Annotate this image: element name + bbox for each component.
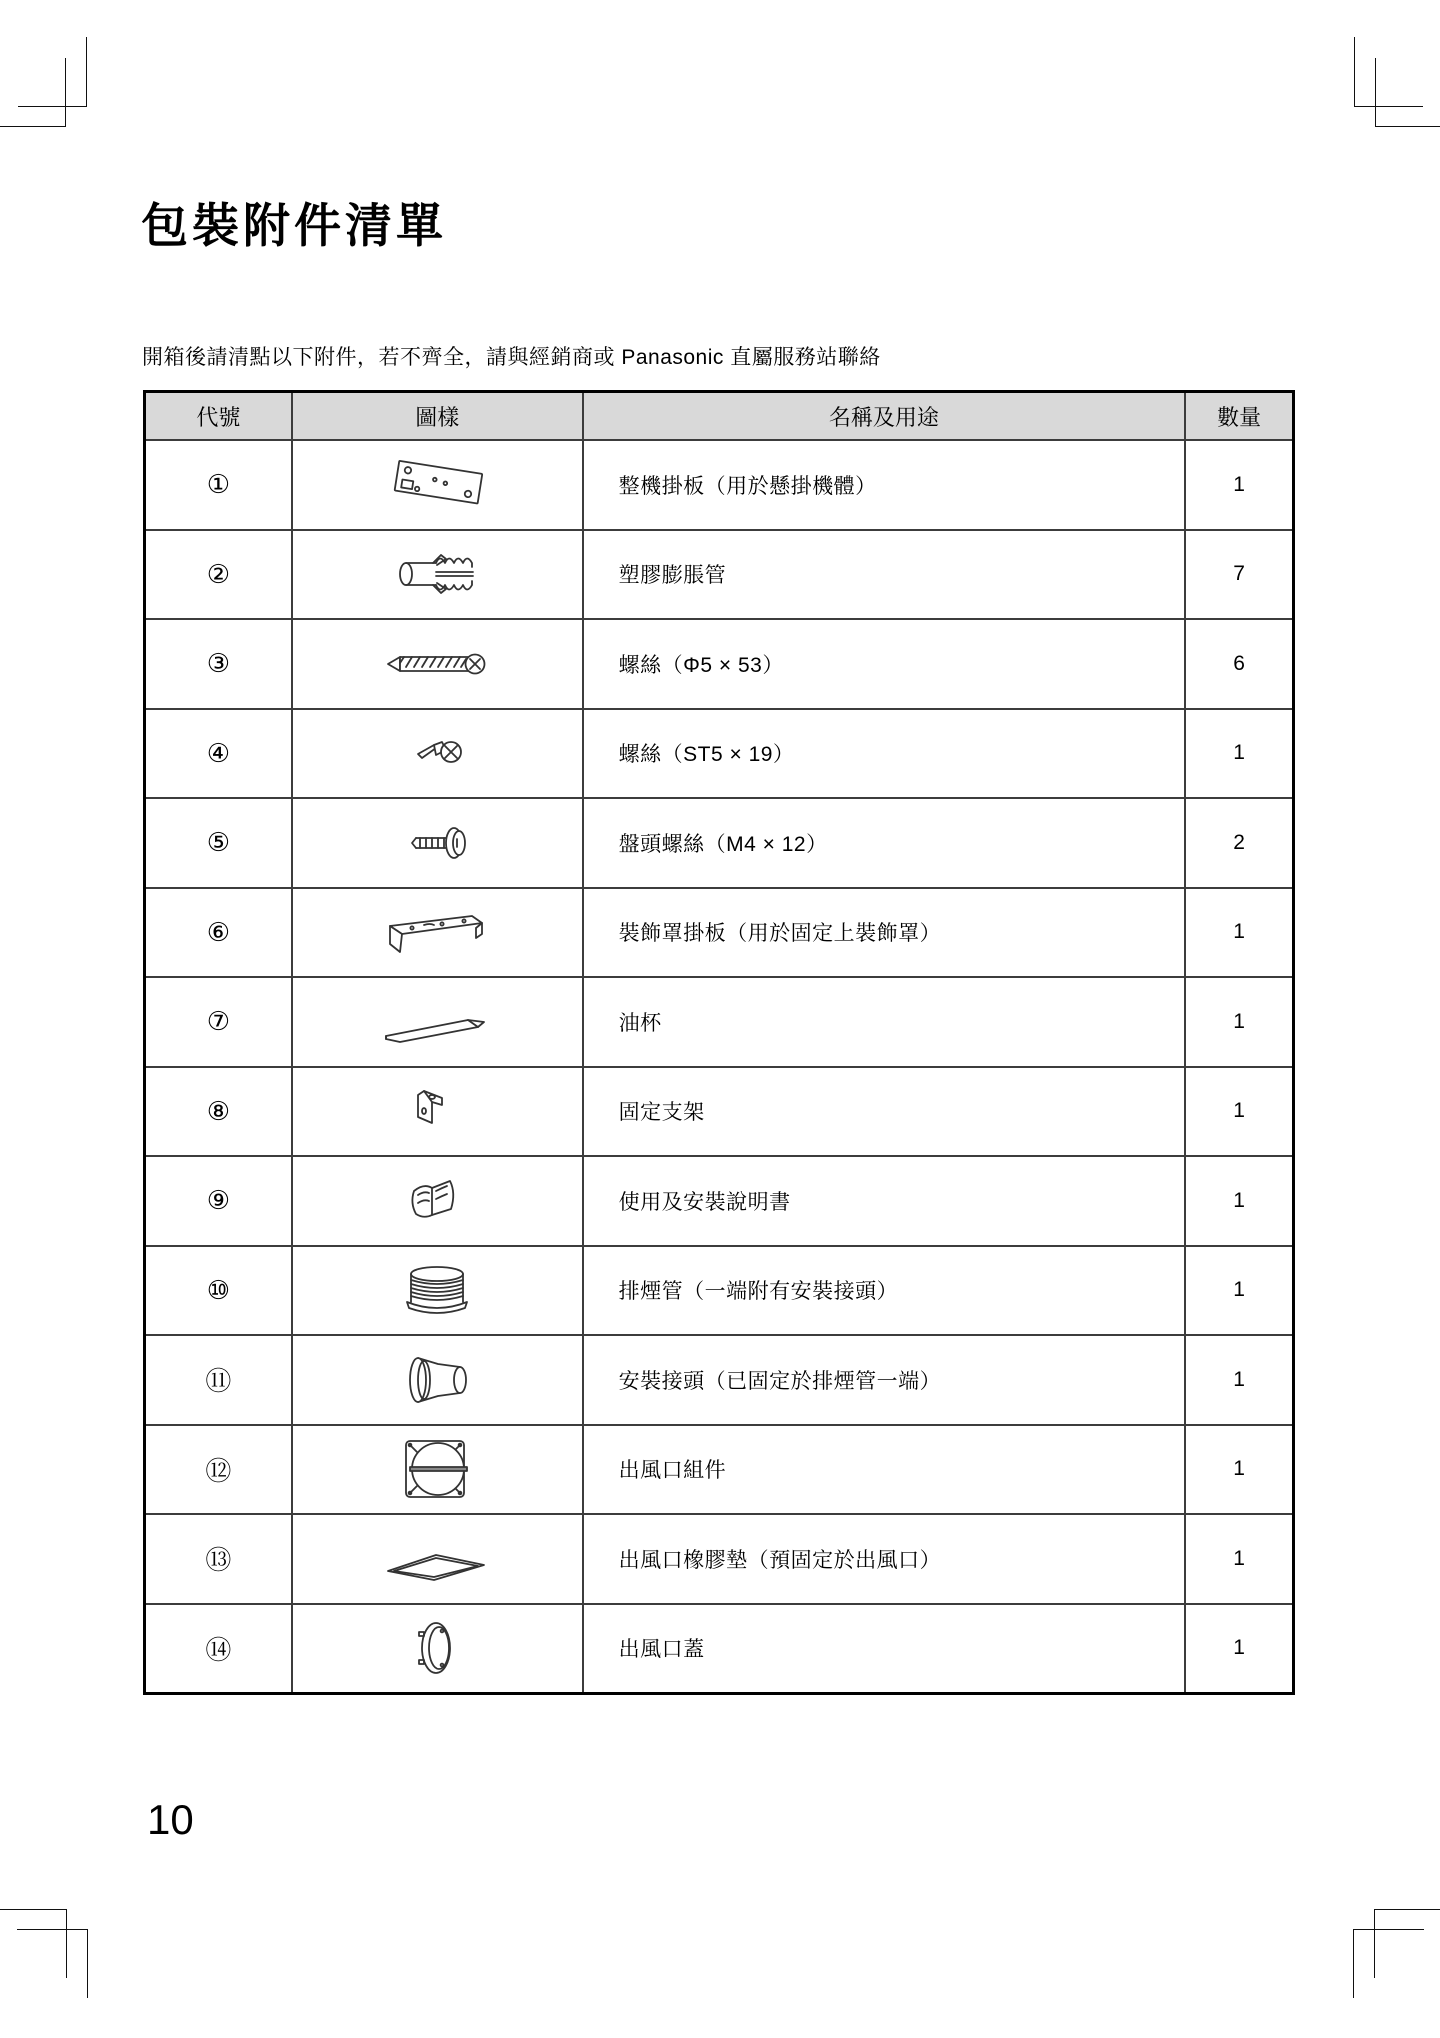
item-code: ④ xyxy=(145,709,292,799)
item-quantity: 1 xyxy=(1185,1067,1293,1157)
item-quantity: 1 xyxy=(1185,709,1293,799)
item-code: ⑫ xyxy=(145,1425,292,1515)
fixing-bracket-icon xyxy=(294,1071,581,1151)
table-row xyxy=(145,1604,1294,1694)
table-row xyxy=(145,1067,1294,1157)
table-row xyxy=(145,798,1294,888)
item-code: ⑪ xyxy=(145,1335,292,1425)
item-code: ⑩ xyxy=(145,1246,292,1336)
item-code: ⑦ xyxy=(145,977,292,1067)
item-name: 出風口組件 xyxy=(583,1425,1186,1515)
crop-mark xyxy=(1374,1909,1440,1978)
item-name: 盤頭螺絲（M4 × 12） xyxy=(583,798,1186,888)
table-row xyxy=(145,977,1294,1067)
item-code: ⑥ xyxy=(145,888,292,978)
air-outlet-assembly-icon xyxy=(294,1429,581,1509)
long-screw-icon xyxy=(294,624,581,704)
item-quantity: 1 xyxy=(1185,1156,1293,1246)
mounting-adapter-icon xyxy=(294,1340,581,1420)
item-name: 固定支架 xyxy=(583,1067,1186,1157)
item-quantity: 1 xyxy=(1185,440,1293,530)
item-code: ⑨ xyxy=(145,1156,292,1246)
item-name: 整機掛板（用於懸掛機體） xyxy=(583,440,1186,530)
cover-mount-plate-icon xyxy=(294,892,581,972)
table-row xyxy=(145,619,1294,709)
short-screw-icon xyxy=(294,713,581,793)
item-quantity: 1 xyxy=(1185,1425,1293,1515)
item-quantity: 1 xyxy=(1185,1514,1293,1604)
item-code: ⑬ xyxy=(145,1514,292,1604)
table-header-row xyxy=(145,392,1294,441)
plastic-anchor-icon xyxy=(294,534,581,614)
item-name: 安裝接頭（已固定於排煙管一端） xyxy=(583,1335,1186,1425)
header-illustration: 圖樣 xyxy=(292,392,583,441)
item-code: ⑧ xyxy=(145,1067,292,1157)
item-code: ⑭ xyxy=(145,1604,292,1694)
item-code: ① xyxy=(145,440,292,530)
item-quantity: 7 xyxy=(1185,530,1293,620)
table-row xyxy=(145,1156,1294,1246)
outlet-rubber-gasket-icon xyxy=(294,1519,581,1599)
header-name-usage: 名稱及用途 xyxy=(583,392,1186,441)
item-name: 螺絲（Φ5 × 53） xyxy=(583,619,1186,709)
table-row xyxy=(145,530,1294,620)
item-quantity: 2 xyxy=(1185,798,1293,888)
crop-mark xyxy=(0,1909,67,1978)
header-code: 代號 xyxy=(145,392,292,441)
item-name: 油杯 xyxy=(583,977,1186,1067)
item-name: 螺絲（ST5 × 19） xyxy=(583,709,1186,799)
accessory-table-body xyxy=(145,440,1294,1693)
item-code: ② xyxy=(145,530,292,620)
accessory-table xyxy=(143,390,1295,1695)
oil-cup-icon xyxy=(294,982,581,1062)
outlet-cover-icon xyxy=(294,1608,581,1688)
pan-head-screw-icon xyxy=(294,803,581,883)
item-quantity: 1 xyxy=(1185,1335,1293,1425)
header-quantity: 數量 xyxy=(1185,392,1293,441)
item-name: 排煙管（一端附有安裝接頭） xyxy=(583,1246,1186,1336)
table-row xyxy=(145,1514,1294,1604)
item-code: ⑤ xyxy=(145,798,292,888)
page-title: 包裝附件清單 xyxy=(141,199,447,253)
item-code: ③ xyxy=(145,619,292,709)
item-quantity: 6 xyxy=(1185,619,1293,709)
table-row xyxy=(145,440,1294,530)
item-quantity: 1 xyxy=(1185,1246,1293,1336)
table-row xyxy=(145,1425,1294,1515)
item-quantity: 1 xyxy=(1185,888,1293,978)
table-row xyxy=(145,709,1294,799)
table-row xyxy=(145,888,1294,978)
exhaust-duct-icon xyxy=(294,1250,581,1330)
crop-mark xyxy=(1375,58,1440,127)
item-name: 出風口橡膠墊（預固定於出風口） xyxy=(583,1514,1186,1604)
item-name: 塑膠膨脹管 xyxy=(583,530,1186,620)
item-name: 出風口蓋 xyxy=(583,1604,1186,1694)
item-name: 使用及安裝說明書 xyxy=(583,1156,1186,1246)
item-quantity: 1 xyxy=(1185,1604,1293,1694)
intro-text: 開箱後請清點以下附件，若不齊全，請與經銷商或 Panasonic 直屬服務站聯絡 xyxy=(142,346,881,369)
item-quantity: 1 xyxy=(1185,977,1293,1067)
table-row xyxy=(145,1335,1294,1425)
item-name: 裝飾罩掛板（用於固定上裝飾罩） xyxy=(583,888,1186,978)
page-number: 10 xyxy=(147,1796,194,1843)
manual-booklet-icon xyxy=(294,1161,581,1241)
wall-mount-plate-icon xyxy=(294,445,581,525)
crop-mark xyxy=(0,58,66,127)
table-row xyxy=(145,1246,1294,1336)
